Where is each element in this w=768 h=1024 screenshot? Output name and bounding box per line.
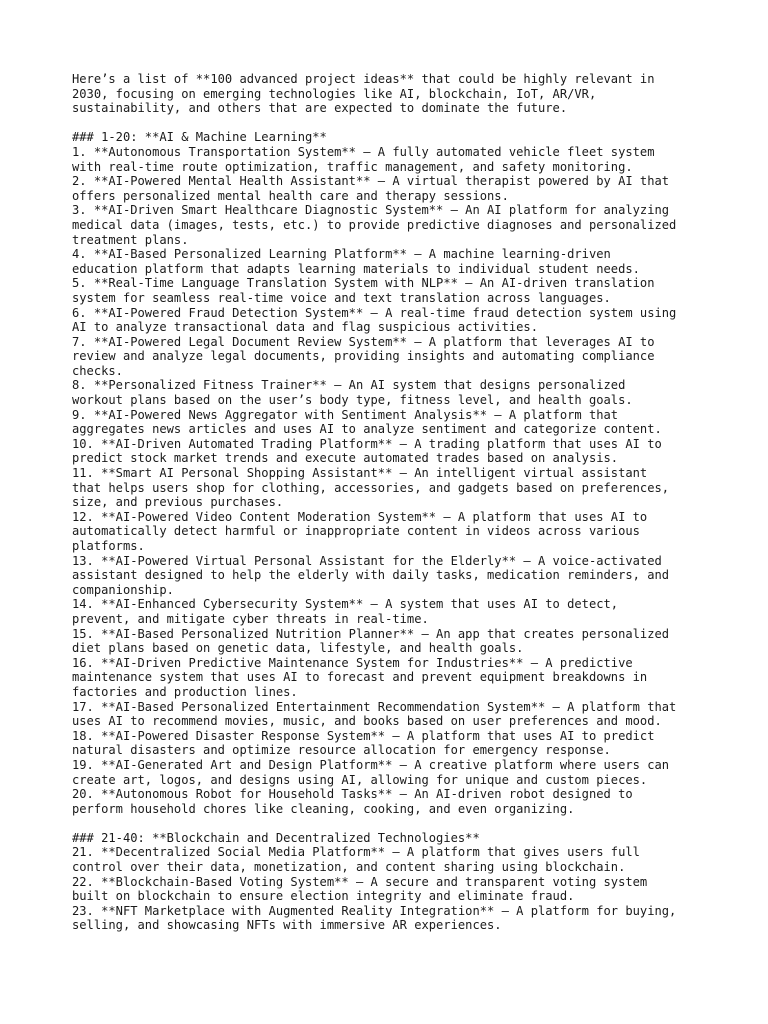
text-line: with real-time route optimization, traffic management, and safety monitoring. xyxy=(72,159,633,174)
text-line: offers personalized mental health care and therapy sessions. xyxy=(72,188,509,203)
text-line: uses AI to recommend movies, music, and books based on user preferences and mood. xyxy=(72,714,662,729)
text-line: companionship. xyxy=(72,582,174,597)
list-item-start: 13. **AI-Powered Virtual Personal Assistant for the Elderly** – A voice-activated xyxy=(72,553,662,568)
text-line: education platform that adapts learning materials to individual student needs. xyxy=(72,261,640,276)
list-item-start: 1. **Autonomous Transportation System** – A fully automated vehicle fleet system xyxy=(72,144,655,159)
list-item-start: 12. **AI-Powered Video Content Moderation System** – A platform that uses AI to xyxy=(72,509,648,524)
list-item-start: 14. **AI-Enhanced Cybersecurity System** – A system that uses AI to detect, xyxy=(72,597,619,612)
text-line: platforms. xyxy=(72,539,145,553)
text-line: selling, and showcasing NFTs with immersive AR experiences. xyxy=(72,918,502,933)
list-item-start: 15. **AI-Based Personalized Nutrition Planner** – An app that creates personalized xyxy=(72,626,670,641)
list-item-start: 22. **Blockchain-Based Voting System** – A secure and transparent voting system xyxy=(72,874,648,889)
blank-line xyxy=(72,816,718,831)
section-heading: ### 1-20: **AI & Machine Learning** xyxy=(72,130,327,145)
list-item-start: 10. **AI-Driven Automated Trading Platform** – A trading platform that uses AI to xyxy=(72,436,662,451)
list-item-start: 18. **AI-Powered Disaster Response System** – A platform that uses AI to predict xyxy=(72,728,655,743)
text-line: size, and previous purchases. xyxy=(72,495,284,510)
text-line: factories and production lines. xyxy=(72,684,298,699)
text-line: checks. xyxy=(72,363,123,378)
list-item-start: 16. **AI-Driven Predictive Maintenance System for Industries** – A predictive xyxy=(72,655,633,670)
list-item-start: 6. **AI-Powered Fraud Detection System** – A real-time fraud detection system using xyxy=(72,305,677,320)
text-line: AI to analyze transactional data and flag suspicious activities. xyxy=(72,320,538,335)
section-heading: ### 21-40: **Blockchain and Decentralized Technologies** xyxy=(72,830,480,845)
list-item-start: 9. **AI-Powered News Aggregator with Sentiment Analysis** – A platform that xyxy=(72,407,619,422)
text-line: that helps users shop for clothing, accessories, and gadgets based on preferences, xyxy=(72,480,670,495)
list-item-start: 20. **Autonomous Robot for Household Tasks** – An AI-driven robot designed to xyxy=(72,787,633,802)
text-line: workout plans based on the user’s body type, fitness level, and health goals. xyxy=(72,393,633,408)
list-item-start: 17. **AI-Based Personalized Entertainment Recommendation System** – A platform that xyxy=(72,699,677,714)
text-line: Here’s a list of **100 advanced project ideas** that could be highly relevant in xyxy=(72,72,655,86)
text-line: predict stock market trends and execute automated trades based on analysis. xyxy=(72,451,619,466)
text-line: system for seamless real-time voice and text translation across languages. xyxy=(72,290,611,305)
blank-line xyxy=(72,116,718,131)
text-line: diet plans based on genetic data, lifestyle, and health goals. xyxy=(72,641,524,656)
list-item-start: 21. **Decentralized Social Media Platform** – A platform that gives users full xyxy=(72,845,640,860)
text-line: sustainability, and others that are expected to dominate the future. xyxy=(72,101,568,116)
list-item-start: 2. **AI-Powered Mental Health Assistant** – A virtual therapist powered by AI that xyxy=(72,174,670,189)
list-item-start: 4. **AI-Based Personalized Learning Platform** – A machine learning-driven xyxy=(72,247,611,262)
text-line: maintenance system that uses AI to forecast and prevent equipment breakdowns in xyxy=(72,670,648,685)
list-item-start: 23. **NFT Marketplace with Augmented Reality Integration** – A platform for buying, xyxy=(72,903,677,918)
text-line: create art, logos, and designs using AI, allowing for unique and custom pieces. xyxy=(72,772,648,787)
text-line: review and analyze legal documents, providing insights and automating compliance xyxy=(72,349,655,364)
text-line: control over their data, monetization, and content sharing using blockchain. xyxy=(72,860,626,875)
list-item-start: 7. **AI-Powered Legal Document Review System** – A platform that leverages AI to xyxy=(72,334,655,349)
text-line: perform household chores like cleaning, cooking, and even organizing. xyxy=(72,801,575,816)
text-line: automatically detect harmful or inappropriate content in videos across various xyxy=(72,524,640,539)
text-line: prevent, and mitigate cyber threats in real-time. xyxy=(72,611,429,626)
list-item-start: 8. **Personalized Fitness Trainer** – An AI system that designs personalized xyxy=(72,378,626,393)
list-item-start: 3. **AI-Driven Smart Healthcare Diagnostic System** – An AI platform for analyzing xyxy=(72,203,670,218)
text-line: built on blockchain to ensure election integrity and eliminate fraud. xyxy=(72,889,575,904)
text-line: natural disasters and optimize resource allocation for emergency response. xyxy=(72,743,611,758)
text-line: 2030, focusing on emerging technologies like AI, blockchain, IoT, AR/VR, xyxy=(72,86,597,101)
text-line: aggregates news articles and uses AI to analyze sentiment and categorize content. xyxy=(72,422,662,437)
list-item-start: 11. **Smart AI Personal Shopping Assistant** – An intelligent virtual assistant xyxy=(72,466,648,481)
list-item-start: 5. **Real-Time Language Translation System with NLP** – An AI-driven translation xyxy=(72,276,655,291)
text-line: assistant designed to help the elderly with daily tasks, medication reminders, and xyxy=(72,568,670,583)
list-item-start: 19. **AI-Generated Art and Design Platform** – A creative platform where users can xyxy=(72,757,670,772)
text-line: medical data (images, tests, etc.) to provide predictive diagnoses and personalized xyxy=(72,217,677,232)
document-body xyxy=(72,72,718,933)
text-line: treatment plans. xyxy=(72,232,189,247)
